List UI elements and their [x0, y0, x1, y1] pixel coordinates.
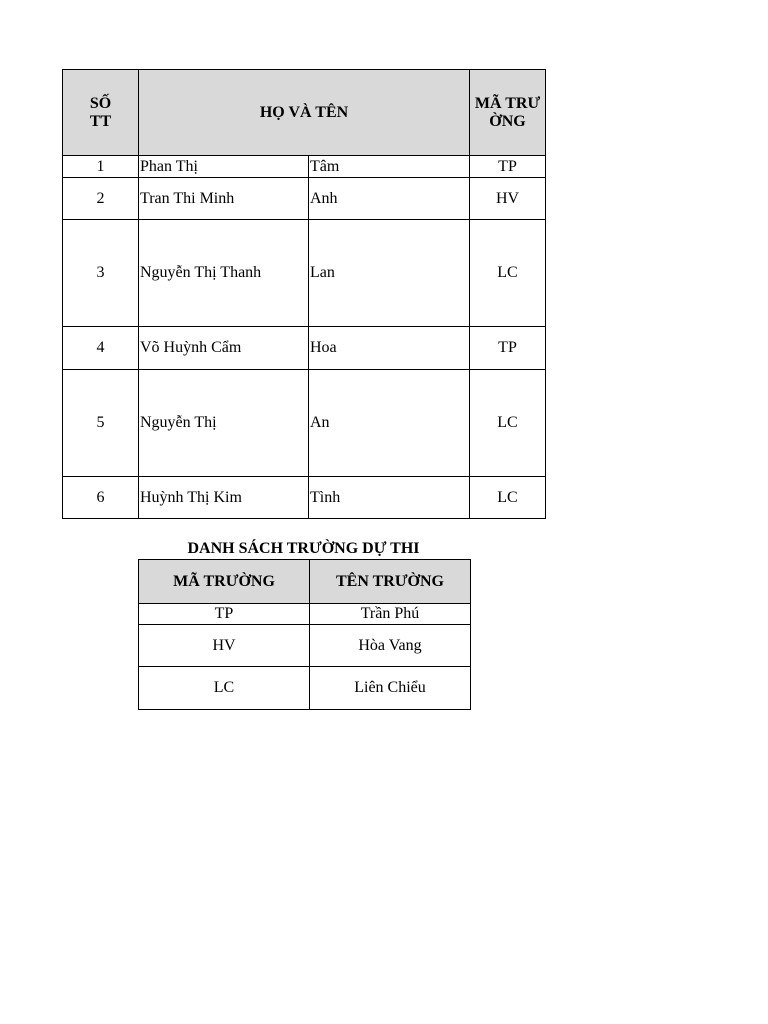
- cell-ma-truong: HV: [470, 178, 546, 220]
- cell-ma-truong: LC: [470, 477, 546, 519]
- cell-ho: Nguyễn Thị Thanh: [139, 220, 309, 327]
- cell-ho: Võ Huỳnh Cẩm: [139, 327, 309, 370]
- table-row: [63, 178, 546, 220]
- cell-ma-truong: TP: [470, 327, 546, 370]
- cell-ma-truong: TP: [470, 156, 546, 178]
- cell-ten: Hoa: [309, 327, 470, 370]
- cell-ten: An: [309, 370, 470, 477]
- header-ho-va-ten: HỌ VÀ TÊN: [139, 70, 470, 156]
- header-ten-truong: TÊN TRƯỜNG: [310, 560, 471, 604]
- cell-stt: 3: [63, 220, 139, 327]
- cell-ma-truong: TP: [139, 604, 310, 625]
- table-row: [63, 477, 546, 519]
- table-row: [139, 625, 471, 667]
- cell-ten: Anh: [309, 178, 470, 220]
- cell-stt: 2: [63, 178, 139, 220]
- header-ma-truong: MÃ TRƯỜNG: [139, 560, 310, 604]
- cell-stt: 4: [63, 327, 139, 370]
- cell-ten: Lan: [309, 220, 470, 327]
- cell-ten: Tâm: [309, 156, 470, 178]
- cell-stt: 5: [63, 370, 139, 477]
- cell-ma-truong: LC: [470, 220, 546, 327]
- table-row: [139, 667, 471, 710]
- students-table: [62, 69, 546, 519]
- cell-ma-truong: LC: [139, 667, 310, 710]
- cell-ho: Huỳnh Thị Kim: [139, 477, 309, 519]
- header-ma-truong: MÃ TRƯỜNG: [470, 70, 546, 156]
- cell-ma-truong: HV: [139, 625, 310, 667]
- students-header-row: [63, 70, 546, 156]
- schools-table: [138, 559, 471, 710]
- cell-ho: Nguyễn Thị: [139, 370, 309, 477]
- cell-ten-truong: Hòa Vang: [310, 625, 471, 667]
- table-row: [63, 370, 546, 477]
- schools-list-title: DANH SÁCH TRƯỜNG DỰ THI: [187, 540, 420, 557]
- table-row: [139, 604, 471, 625]
- table-row: [63, 327, 546, 370]
- cell-ho: Phan Thị: [139, 156, 309, 178]
- cell-ma-truong: LC: [470, 370, 546, 477]
- cell-ten-truong: Liên Chiểu: [310, 667, 471, 710]
- cell-ten: Tình: [309, 477, 470, 519]
- cell-ho: Tran Thi Minh: [139, 178, 309, 220]
- cell-stt: 1: [63, 156, 139, 178]
- schools-header-row: [139, 560, 471, 604]
- cell-stt: 6: [63, 477, 139, 519]
- header-stt: SỐ TT: [63, 70, 139, 156]
- table-row: [63, 220, 546, 327]
- table-row: [63, 156, 546, 178]
- cell-ten-truong: Trần Phú: [310, 604, 471, 625]
